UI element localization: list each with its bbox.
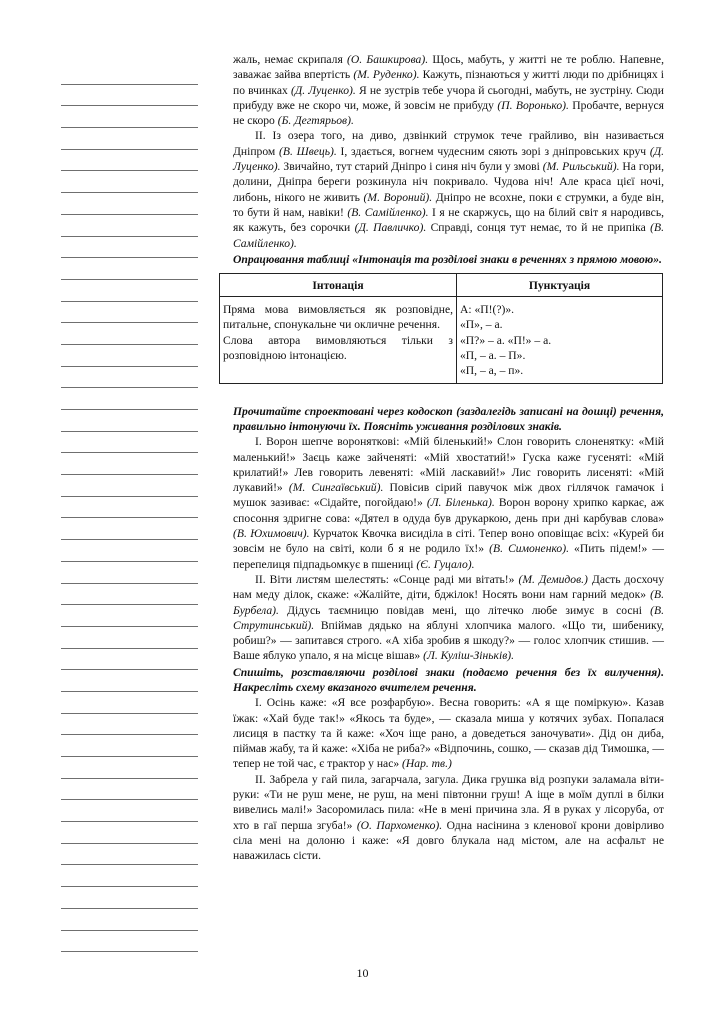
- answer-line: [61, 85, 198, 107]
- text-run: Дідусь таємницю повідав мені, що літечко любе зимує в сосні: [278, 603, 651, 617]
- answer-line: [61, 150, 198, 172]
- answer-line: [61, 757, 198, 779]
- answer-line: [61, 800, 198, 822]
- paragraph-1: [233, 52, 664, 128]
- answer-line: [61, 692, 198, 714]
- author-attribution: (О. Пархоменко).: [356, 818, 443, 832]
- answer-line: [61, 649, 198, 671]
- paragraph-3: [233, 434, 664, 572]
- author-attribution: (Є. Гуцало).: [416, 557, 475, 571]
- author-attribution: (Б. Дегтярьов).: [277, 114, 354, 128]
- answer-line: [61, 280, 198, 302]
- table-cell-intonation: Пряма мова вимовляється як розповідне, питальне, спонукальне чи окличне речення. Слова автора вимовляються тільки з розповідною інтонацією.: [220, 297, 457, 383]
- answer-line: [61, 714, 198, 736]
- answer-line: [61, 63, 198, 85]
- punctuation-pattern: «П?» – а. «П!» – а.: [460, 333, 552, 347]
- author-attribution: (В. Струтинський).: [233, 603, 664, 632]
- page-content: [223, 52, 665, 864]
- answer-line: [61, 432, 198, 454]
- author-attribution: (П. Воронько).: [497, 98, 569, 112]
- intonation-table: [219, 273, 663, 383]
- text-run: І. Осінь каже: «Я все розфарбую». Весна говорить: «А я ще поміркую». Казав їжак: «Хай буде так!» «Якось та буде», — сказала миша у котячих зубах. Попалася лисиця в пастку та й каже: «Хоч іще рано, а доведеться заночувати». Дід он диба, піймав жабу, та й каже: «Хіба не риба?» «Відпочинь, сошко, — сказав дід Тимошка, — тепер не той час, є трактор у нас»: [233, 696, 664, 771]
- answer-line: [61, 323, 198, 345]
- answer-line: [61, 779, 198, 801]
- author-attribution: (Л. Біленька).: [426, 496, 495, 510]
- answer-line: [61, 171, 198, 193]
- text-run: Повісив сірий павучок між двох гіллячок гамачок і мушок зазиває: «Сідайте, погойдаю!»: [233, 481, 665, 510]
- text-run: «Пить підем!» — перепелиця підпадьомкує в пшениці: [233, 542, 664, 571]
- text-run: Одна насінина з кленової крони довірливо сіла мені на долоню і каже: «Я довго блукала над містом, але на асфальт не наважилась сісти.: [233, 818, 665, 863]
- text-run: І я не скаржусь, що на білий світ я народивсь, як кажуть, без сорочки: [233, 205, 665, 235]
- table-header-intonation: Інтонація: [220, 274, 457, 297]
- answer-line: [61, 388, 198, 410]
- author-attribution: (В. Швець).: [279, 144, 337, 158]
- page-number: 10: [356, 966, 369, 980]
- author-attribution: (Нар. тв.): [402, 757, 452, 771]
- answer-line: [61, 106, 198, 128]
- heading-table-task: Опрацювання таблиці «Інтонація та розділові знаки в реченнях з прямою мовою».: [233, 252, 662, 266]
- answer-line: [61, 540, 198, 562]
- answer-line: [61, 605, 198, 627]
- author-attribution: (Д. Павличко).: [354, 221, 427, 235]
- answer-line: [61, 237, 198, 259]
- punctuation-pattern: «П, – а. – П».: [460, 349, 526, 363]
- answer-line: [61, 518, 198, 540]
- answer-line: [61, 865, 198, 887]
- text-run: Ворон ворону хрипко каркає, аж спосоння здригне сова: «Дятел в одуда був друкаркою, день при дні карбував слова»: [233, 496, 665, 525]
- table-header-punctuation: Пунктуація: [457, 274, 663, 297]
- answer-line: [61, 215, 198, 237]
- author-attribution: (В. Юхимович).: [233, 527, 310, 541]
- text-run: Щось, мабуть, у житті не те роблю. Напевне, заважає зайва впертість: [233, 53, 664, 82]
- text-run: Справді, сонця тут немає, то й не припіка: [426, 221, 651, 235]
- text-run: Звичайно, тут старий Дніпро і синя ніч були у змові: [280, 160, 543, 174]
- text-run: Я не зустрів тебе учора й сьогодні, мабуть, не зустріну. Сюди прибуду вже не скоро чи, може, й зовсім не прибуду: [233, 83, 664, 112]
- answer-line: [61, 931, 198, 953]
- answer-line: [61, 475, 198, 497]
- author-attribution: (В. Симоненко).: [489, 542, 569, 556]
- text-run: І. Ворон шепче вороняткові: «Мій біленький!» Слон говорить слоненятку: «Мій маленький!» Заєць каже зайченяті: «Мій хвостатий!» Гуска каже гусеняті: «Мій крилатий!» Лев говорить левеняті: «Мій ласкавий!» Лис говорить лисеняті: «Мій лукавий!»: [233, 435, 664, 495]
- author-attribution: (Д. Луценко).: [233, 144, 664, 174]
- punctuation-pattern: «П, – а, – п».: [460, 364, 524, 378]
- answer-line: [61, 128, 198, 150]
- punctuation-pattern: «П», – а.: [460, 318, 503, 332]
- punctuation-pattern: А: «П!(?)».: [460, 303, 515, 317]
- answer-line: [61, 822, 198, 844]
- answer-line: [61, 497, 198, 519]
- author-attribution: (М. Сингаївський).: [288, 481, 384, 495]
- answer-line: [61, 735, 198, 757]
- author-attribution: (В. Бурбела).: [233, 588, 664, 617]
- paragraph-6: [233, 772, 664, 864]
- answer-line: [61, 302, 198, 324]
- answer-line: [61, 345, 198, 367]
- answer-line: [61, 844, 198, 866]
- heading-read-task: Прочитайте спроектовані через кодоскоп (заздалегідь записані на дошці) речення, правильно інтонуючи їх. Поясніть уживання розділових знаків.: [233, 404, 664, 433]
- author-attribution: (М. Демидов.): [518, 572, 588, 586]
- text-run: Кажуть, пізнаються у житті люди по дрібницях і по вчинках: [233, 68, 664, 97]
- text-run: жаль, немає скрипаля: [233, 53, 348, 66]
- table-cell-punctuation: [457, 297, 663, 383]
- author-attribution: (М. Рильський).: [542, 160, 620, 174]
- author-attribution: (В. Самійленко).: [347, 205, 429, 219]
- text-run: Пробачте, вернуся не скоро: [233, 98, 664, 128]
- text-run: ІІ. Забрела у гай пила, загарчала, загула. Дика грушка від розпуки заламала віти-руки: «Ти не руш мене, не руш, на мені півтонни груш! А іще в моїм дуплі в білки вивелись малі!» Засоромилась пила: «Не в мені причина зла. Я в руках у лісоруба, от хто в гаї перша згуба!»: [233, 772, 664, 832]
- answer-line: [61, 627, 198, 649]
- heading-copy-task: Спишіть, розставляючи розділові знаки (подаємо речення без їх вилучення). Накресліть схему вказаного вчителем речення.: [233, 665, 664, 694]
- answer-line: [61, 562, 198, 584]
- text-run: Дасть досхочу нам меду ділок, скаже: «Жалійте, діти, бджілок! Носять вони нам гарний медок»: [233, 572, 664, 602]
- text-run: ІІ. Віти листям шелестять: «Сонце раді ми вітать!»: [255, 572, 519, 586]
- author-attribution: (Л. Куліш-Зіньків).: [423, 649, 514, 663]
- author-attribution: (Д. Луценко).: [290, 83, 356, 97]
- answer-line: [61, 453, 198, 475]
- text-run: Дніпро не всохне, поки є струмки, а буде він, то бути й нам, навіки!: [233, 190, 664, 219]
- answer-line: [61, 584, 198, 606]
- author-attribution: (В. Самійленко).: [233, 221, 664, 250]
- answer-line: [61, 193, 198, 215]
- answer-line: [61, 258, 198, 280]
- text-run: ІІ. Із озера того, на диво, дзвінкий струмок тече грайливо, він називається Дніпром: [233, 129, 664, 158]
- answer-line: [61, 410, 198, 432]
- answer-line: [61, 887, 198, 909]
- text-run: І, здається, вогнем чудесним сяють зорі з дніпровських круч: [336, 144, 650, 158]
- paragraph-5: [233, 695, 664, 771]
- text-run: На гори, долини, Дніпра береги розкинула ніч покривало. Чудова ніч! Але краса цієї ночі, либонь, нікого не живить: [233, 160, 664, 204]
- paragraph-2: [233, 128, 664, 250]
- author-attribution: (М. Руденко).: [353, 68, 420, 82]
- author-attribution: (О. Башкирова).: [347, 53, 429, 66]
- text-run: Впіймав дядько на яблуні хлопчика малого. «Що ти, шибенику, робиш?» — запитався строго. «А хіба зробив я шкоду?» — голос хлопчик стишив. — Ваше яблуко упало, я на місце вішав»: [233, 618, 664, 663]
- answer-line: [61, 909, 198, 931]
- answer-line: [61, 367, 198, 389]
- answer-lines: [61, 63, 198, 952]
- answer-line: [61, 670, 198, 692]
- text-run: Курчаток Квочка висиділа в сіті. Тепер воно оповіщає всіх: «Курей би зовсім не було на світі, коли б я не родило їх!»: [233, 527, 665, 556]
- author-attribution: (М. Вороний).: [363, 190, 433, 204]
- paragraph-4: [233, 572, 664, 664]
